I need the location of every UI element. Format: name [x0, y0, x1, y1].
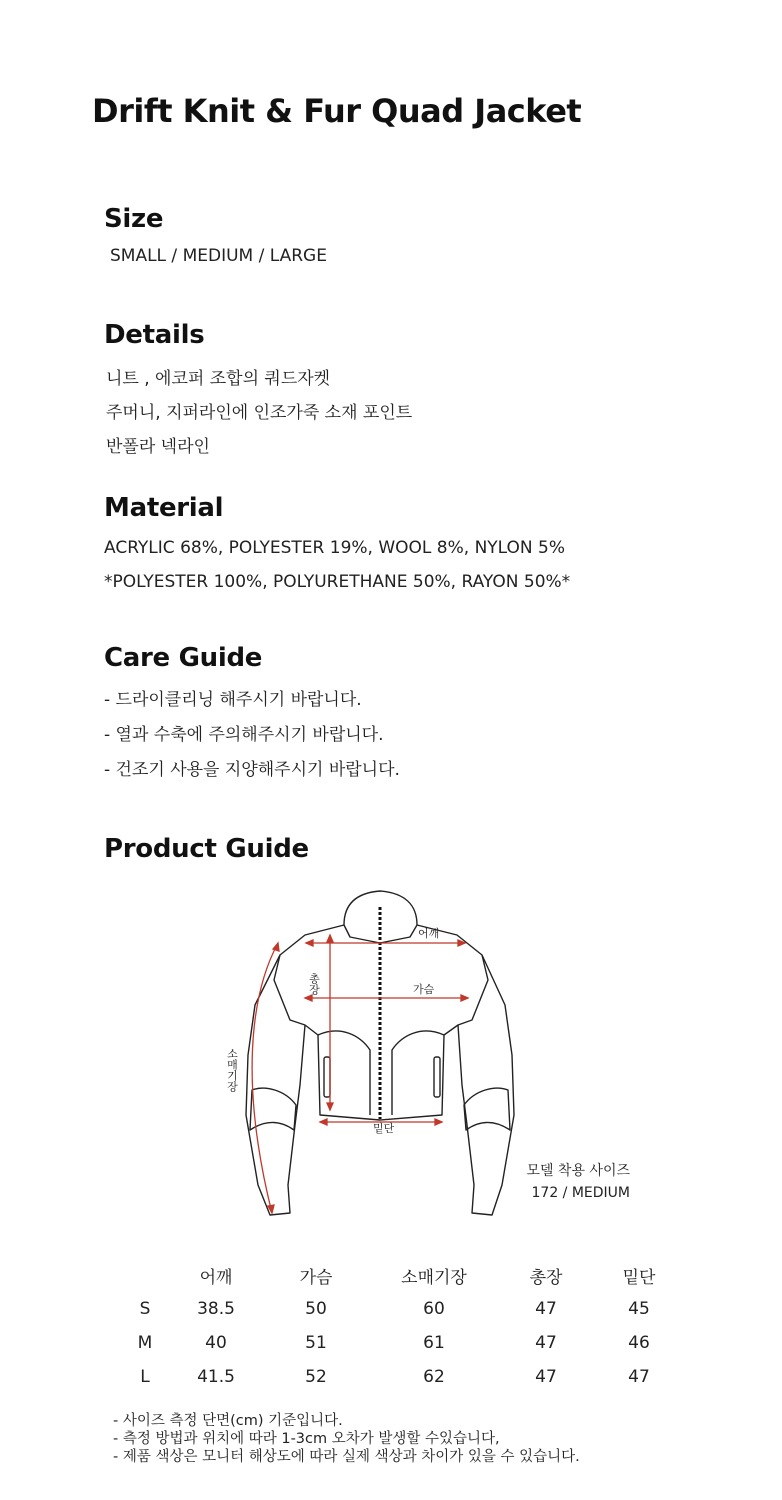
material-line: *POLYESTER 100%, POLYURETHANE 50%, RAYON 50%* [104, 572, 571, 592]
material-line: ACRYLIC 68%, POLYESTER 19%, WOOL 8%, NYLON 5% [104, 538, 566, 558]
table-cell: 38.5 [197, 1299, 235, 1319]
table-cell: 47 [628, 1367, 650, 1387]
table-cell: 60 [423, 1299, 445, 1319]
note-line: - 측정 방법과 위치에 따라 1-3cm 오차가 발생할 수있습니다, [113, 1431, 500, 1447]
size-notes [113, 1412, 580, 1466]
table-cell: 46 [628, 1333, 650, 1353]
diagram-label-hem: 밑단 [373, 1122, 395, 1135]
table-header-cell: 소매기장 [401, 1267, 467, 1288]
table-cell: 51 [305, 1333, 327, 1353]
size-label: L [140, 1367, 150, 1387]
diagram-label-chest: 가슴 [413, 983, 435, 996]
material-heading: Material [104, 493, 224, 523]
diagram-label-length: 총장 [307, 973, 321, 995]
jacket-diagram [210, 885, 540, 1230]
table-header-row [120, 1258, 684, 1292]
table-cell: 52 [305, 1367, 327, 1387]
product-guide-heading: Product Guide [104, 834, 309, 864]
table-row [120, 1292, 684, 1326]
table-cell: 61 [423, 1333, 445, 1353]
table-row [120, 1326, 684, 1360]
size-label: M [137, 1333, 153, 1353]
table-header-cell: 총장 [529, 1267, 563, 1288]
note-line: - 사이즈 측정 단면(cm) 기준입니다. [113, 1413, 343, 1429]
table-cell: 45 [628, 1299, 650, 1319]
diagram-label-shoulder: 어깨 [418, 927, 440, 940]
product-title: Drift Knit & Fur Quad Jacket [92, 92, 582, 130]
table-header-cell: 어깨 [199, 1267, 233, 1288]
details-heading: Details [104, 320, 205, 350]
model-size-note [500, 1160, 630, 1204]
size-table [120, 1258, 684, 1394]
table-header-cell: 가슴 [299, 1267, 333, 1288]
size-value: SMALL / MEDIUM / LARGE [110, 246, 327, 266]
care-line: - 드라이클리닝 해주시기 바랍니다. [104, 690, 362, 710]
details-line: 니트 , 에코퍼 조합의 쿼드자켓 [106, 369, 331, 389]
table-cell: 47 [535, 1299, 557, 1319]
care-line: - 열과 수축에 주의해주시기 바랍니다. [104, 725, 384, 745]
care-line: - 건조기 사용을 지양해주시기 바랍니다. [104, 760, 400, 780]
table-cell: 41.5 [197, 1367, 235, 1387]
details-line: 반폴라 넥라인 [106, 437, 210, 457]
details-line: 주머니, 지퍼라인에 인조가죽 소재 포인트 [106, 403, 413, 423]
model-size-value: 172 / MEDIUM [531, 1185, 630, 1201]
care-heading: Care Guide [104, 643, 263, 673]
diagram-label-sleeve: 소매기장 [225, 1048, 239, 1092]
size-heading: Size [104, 204, 164, 234]
table-header-cell [120, 1258, 170, 1292]
model-size-label: 모델 착용 사이즈 [526, 1163, 630, 1179]
note-line: - 제품 색상은 모니터 해상도에 따라 실제 색상과 차이가 있을 수 있습니다. [113, 1449, 580, 1465]
table-header-cell: 밑단 [622, 1267, 656, 1288]
table-cell: 47 [535, 1333, 557, 1353]
table-cell: 50 [305, 1299, 327, 1319]
size-label: S [139, 1299, 151, 1319]
table-cell: 47 [535, 1367, 557, 1387]
table-row [120, 1360, 684, 1394]
table-cell: 40 [205, 1333, 227, 1353]
table-cell: 62 [423, 1367, 445, 1387]
